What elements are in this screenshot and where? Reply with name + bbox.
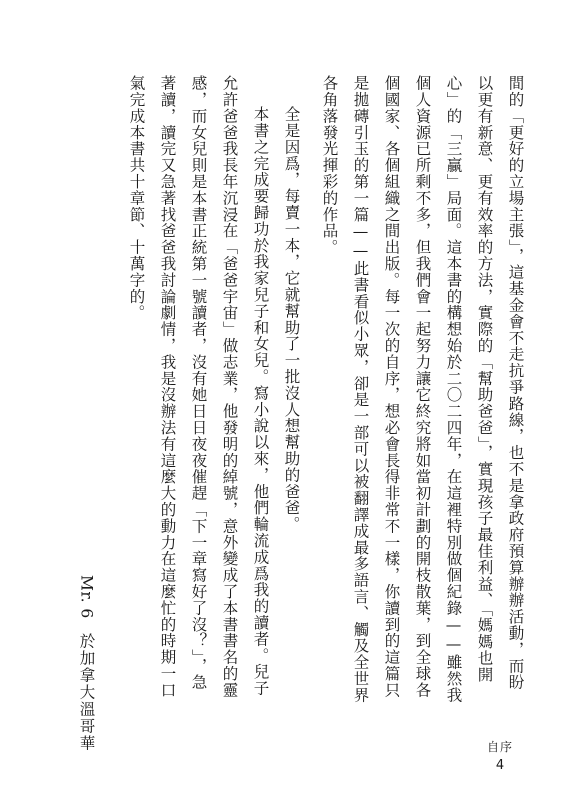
text-column-11: 感，而女兒則是本書正統第一號讀者，沒有她日日夜夜催趕「下一章寫好了沒？」，急 bbox=[189, 75, 208, 691]
page-footer bbox=[487, 738, 513, 773]
text-column-1: 間的「更好的立場主張」，這基金會不走抗爭路線，也不是拿政府預算辦辦活動，而盼 bbox=[506, 75, 525, 691]
text-column-7: 各角落發光揮彩的作品。 bbox=[320, 75, 339, 256]
section-title: 自序 bbox=[486, 740, 513, 754]
paragraph-column-9: 本書之完成要歸功於我家兒子和女兒。寫小說以來，他們輪流成爲我的讀者。兒子 bbox=[251, 106, 270, 697]
paragraph-column-8: 全是因爲，每賣一本，它就幫助了一批沒人想幫助的爸爸。 bbox=[282, 106, 301, 533]
signature bbox=[78, 575, 94, 752]
text-column-12: 著讀，讀完又急著找爸爸我討論劇情，我是沒辦法有這麼大的動力在這麼忙的時期一口 bbox=[158, 75, 177, 699]
text-column-4: 個人資源已所剩不多，但我們會一起努力讓它終究將如當初計劃的開枝散葉，到全球各 bbox=[413, 75, 432, 699]
signature-place: 於加拿大溫哥華 bbox=[77, 632, 96, 752]
page-number: 4 bbox=[495, 758, 505, 773]
text-column-6: 是拋磚引玉的第一篇——此書看似小眾，卻是一部可以被翻譯成最多語言、觸及全世界 bbox=[351, 75, 370, 704]
text-column-5: 個國家、各個組織之間出版。每一次的自序，想必會長得非常不一樣，你讀到的這篇只 bbox=[382, 75, 401, 699]
text-column-13: 氣完成本書共十章節、十萬字的。 bbox=[127, 75, 146, 321]
text-column-3: 心」的「三贏」局面。這本書的構想始於二〇二四年，在這裡特別做個紀錄——雖然我 bbox=[444, 75, 463, 704]
text-column-2: 以更有新意、更有效率的方法，實際的「幫助爸爸」，實現孩子最佳利益、「媽媽也開 bbox=[475, 75, 494, 683]
text-column-10: 允許爸爸我長年沉浸在「爸爸宇宙」做志業，他發明的綽號，意外變成了本書書名的靈 bbox=[220, 75, 239, 699]
signature-name: Mr. 6 bbox=[77, 575, 96, 619]
